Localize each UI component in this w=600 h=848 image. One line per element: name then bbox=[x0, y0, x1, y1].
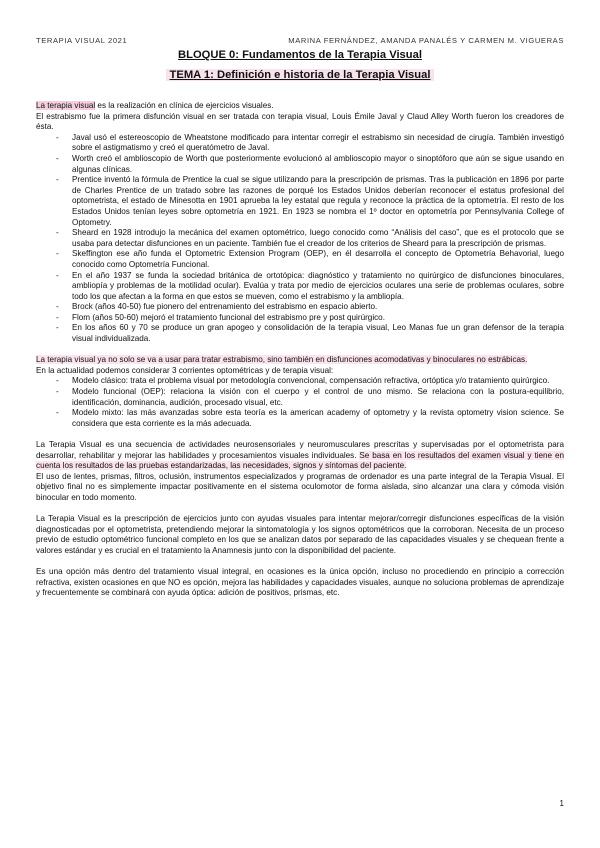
definition-paragraph bbox=[36, 440, 564, 472]
header-left: TERAPIA VISUAL 2021 bbox=[36, 36, 128, 45]
history-item: - Flom (años 50-60) mejoró el tratamiento funcional del estrabismo pre y post quirúrgico. bbox=[36, 313, 564, 324]
history-item: - Worth creó el amblioscopio de Worth que posteriormente evolucionó al amblioscopio mayor o sinoptóforo que aún se sigue usando en algunas clínicas. bbox=[36, 154, 564, 175]
intro-highlight: La terapia visual bbox=[36, 101, 96, 110]
tools-paragraph: El uso de lentes, prismas, filtros, oclusión, instrumentos especializados y programas de ordenador es una parte integral de la Terapia Visual. El objetivo final no es simplemente impactar positivamente en el sistema oculomotor de forma aislada, sino alcanzar una clara y cómoda visión binocular en todo momento. bbox=[36, 471, 564, 502]
current-item: - Modelo clásico: trata el problema visual por metodología convencional, compensación refractiva, ortóptica y/o tratamiento quirúrgico. bbox=[36, 376, 564, 387]
strabismus-paragraph: El estrabismo fue la primera disfunción visual en ser tratada con terapia visual, Louis Émile Javal y Claud Alley Worth fueron los creadores de ésta. bbox=[36, 111, 564, 132]
currents-intro: En la actualidad podemos considerar 3 corrientes optométricas y de terapia visual: bbox=[36, 365, 334, 375]
history-item: - En los años 60 y 70 se produce un gran apogeo y consolidación de la terapia visual, Leo Manas fue un gran defensor de la terapia visual individualizada. bbox=[36, 323, 564, 344]
header-right: MARINA FERNÁNDEZ, AMANDA PANALÉS Y CARMEN M. VIGUERAS bbox=[288, 36, 564, 45]
scope-paragraph bbox=[36, 355, 564, 366]
page-title-text: BLOQUE 0: Fundamentos de la Terapia Visual bbox=[178, 49, 422, 61]
paragraph-gap bbox=[36, 557, 564, 568]
page-subtitle-text: TEMA 1: Definición e historia de la Terapia Visual bbox=[166, 69, 435, 81]
history-list bbox=[36, 133, 564, 345]
definition-text: La Terapia Visual es una secuencia de actividades neurosensoriales y neuromusculares prescritas y supervisadas por el optometrista para desarrollar, rehabilitar y mejorar las habilidades y procesamientos visuales individuales. bbox=[36, 440, 564, 460]
paragraph-gap bbox=[36, 345, 564, 356]
history-item: - Sheard en 1928 introdujo la mecánica del examen optométrico, luego conocido como “Análisis del caso”, que es el protocolo que se usaba para detectar disfunciones en un paciente. También fue el creador de los criterios de Sheard para la prescripción de prismas. bbox=[36, 228, 564, 249]
current-item: - Modelo funcional (OEP): relaciona la visión con el cuerpo y el control de uno mismo. Se relaciona con la postura-equilibrio, identificación, dominancia, audición, procesado visual, etc. bbox=[36, 387, 564, 408]
history-item: - Skeffington ese año funda el Optometric Extension Program (OEP), en él desarrolla el concepto de Optometría Behavorial, luego conocido como Optometría Funcional. bbox=[36, 249, 564, 270]
intro-rest: es la realización en clínica de ejercicios visuales. bbox=[95, 101, 274, 110]
currents-list bbox=[36, 376, 564, 429]
paragraph-gap bbox=[36, 504, 564, 515]
option-paragraph: Es una opción más dentro del tratamiento visual integral, en ocasiones es la única opción, incluso no procediendo en principio a corrección refractiva, existen ocasiones en que NO es opción, mejora las habilidades y capacidades visuales, aunque no soluciona problemas de aprendizaje y frecuentemente se combinará con ayuda óptica: adición de positivos, prismas, etc. bbox=[36, 567, 564, 598]
prescription-paragraph: La Terapia Visual es la prescripción de ejercicios junto con ayudas visuales para intentar mejorar/corregir disfunciones específicas de la visión diagnosticadas por el optometrista, pretendiendo mejorar la sintomatología y los signos optométricos que la corroboran. Necesita de un proceso previo de estudio optométrico funcional completo en los que se analizan datos por separado de las capacidades visuales y se chequean frente a valores estándar y es crucial en el tratamiento la Anamnesis junto con la disponibilidad del paciente. bbox=[36, 514, 564, 555]
current-item: - Modelo mixto: las más avanzadas sobre esta teoría es la american academy of optometry y la revista optometry vision science. Se considera que esta corriente es la más adecuada. bbox=[36, 408, 564, 429]
page-title bbox=[0, 49, 600, 61]
scope-highlight: La terapia visual ya no solo se va a usar para tratar estrabismo, sino también en disfunciones acomodativas y binoculares no estrábicas. bbox=[36, 355, 528, 365]
page-subtitle bbox=[0, 69, 600, 81]
history-item: - Brock (años 40-50) fue pionero del entrenamiento del estrabismo en espacio abierto. bbox=[36, 302, 564, 313]
definition-highlight: Se basa en los resultados del examen visual y tiene en cuenta los resultados de las pruebas estandarizadas, las necesidades, signos y síntomas del paciente. bbox=[36, 450, 564, 471]
page-number: 1 bbox=[559, 799, 564, 808]
intro-paragraph bbox=[36, 101, 564, 112]
document-body bbox=[36, 101, 564, 599]
history-item: - Prentice inventó la fórmula de Prentice la cual se sigue utilizando para la prescripción de prismas. Tras la publicación en 1896 por parte de Charles Prentice de un tratado sobre las razones de porqué los Estados Unidos deberían reconocer el estatus profesional del optometrista, el estado de Minesotta en 1901 aprueba la ley estatal que regula y reconoce la práctica de la optometría. El resto de los Estados Unidos tenían leyes sobre optometría en 1921. En 1923 se nombra el 1º doctor en optometría por Pennsylvania College of Optometry. bbox=[36, 175, 564, 228]
history-item: - En el año 1937 se funda la sociedad británica de ortotópica: diagnóstico y tratamiento no quirúrgico de disfunciones binoculares, ambliopía y problemas de la motilidad ocular). Evalúa y trata por medio de ejercicios oculares una serie de problemas oculares, sobre todo los que afectan a la forma en que estos se mueven, como el estrabismo y la ambliopía. bbox=[36, 271, 564, 303]
paragraph-gap bbox=[36, 429, 564, 440]
history-item: - Javal usó el estereoscopio de Wheatstone modificado para intentar corregir el estrabismo sin necesidad de cirugía. También investigó sobre el astigmatismo y creó el queratómetro de Javal. bbox=[36, 133, 564, 154]
